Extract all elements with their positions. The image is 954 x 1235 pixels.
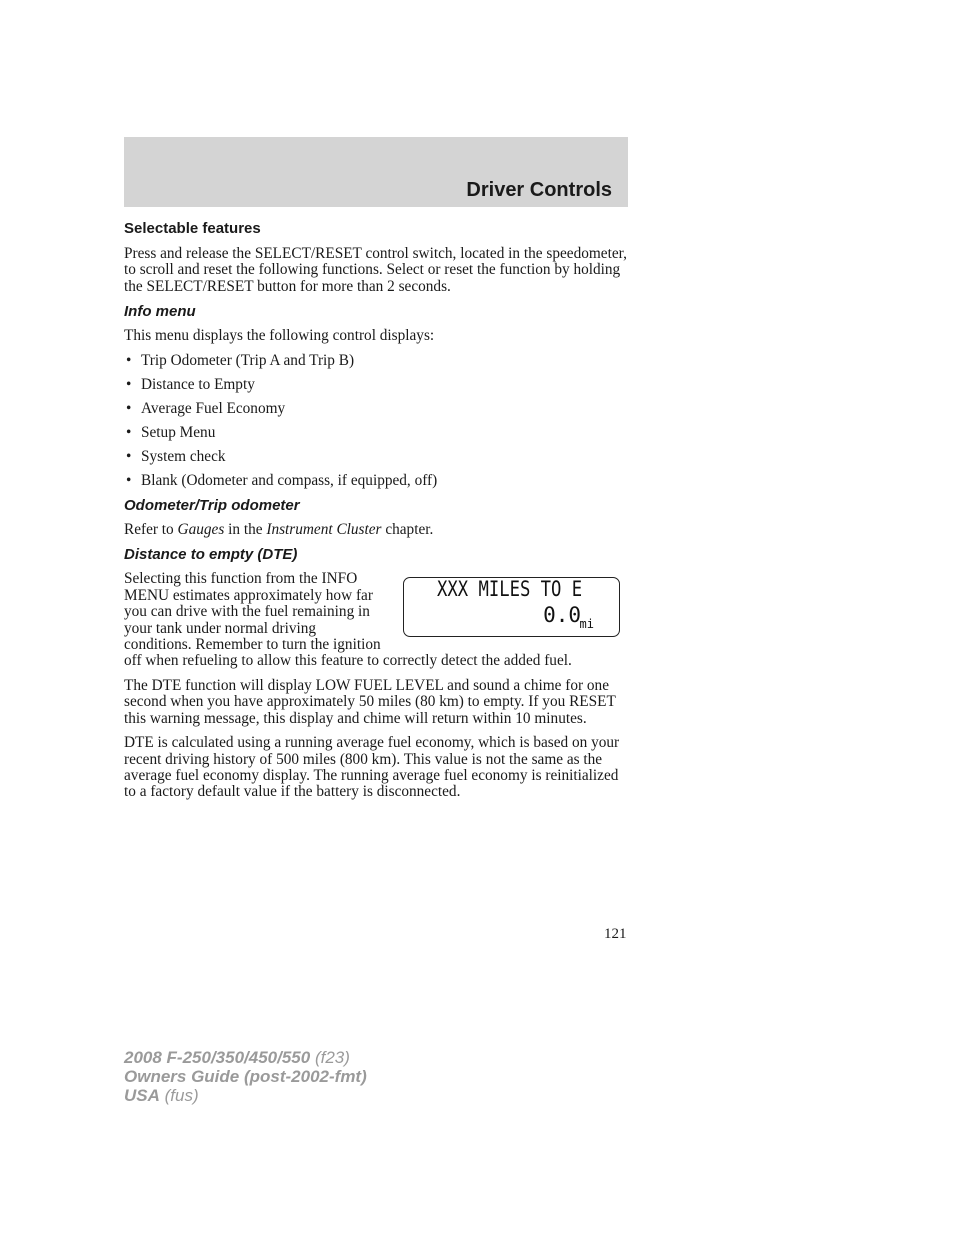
bullet-icon: • [126,375,132,393]
list-item: • Setup Menu [126,423,216,441]
odometer-text: Refer to Gauges in the Instrument Cluster chapter. [124,521,434,539]
footer-line-3: USA (fus) [124,1086,199,1105]
list-item: • Distance to Empty [126,375,255,393]
list-item: • Trip Odometer (Trip A and Trip B) [126,351,355,369]
dte-display-illustration [403,577,620,637]
header-bar [124,137,628,207]
footer [124,1048,367,1105]
info-menu-heading: Info menu [124,303,196,321]
page-number: 121 [604,926,627,942]
list-item: • System check [126,447,226,465]
selectable-features-heading: Selectable features [124,220,261,237]
odometer-heading: Odometer/Trip odometer [124,497,300,515]
info-menu-intro: This menu displays the following control displays: [124,327,435,345]
dte-paragraph-3: DTE is calculated using a running average fuel economy, which is based on your recent driving history of 500 miles (800 km). This value is not the same as the average fuel economy display. The running average fuel economy is reinitialized to a factory default value if the battery is disconnected. [124,734,620,801]
bullet-icon: • [126,423,132,441]
instrument-cluster-reference: Instrument Cluster [266,521,382,539]
list-item: • Average Fuel Economy [126,399,286,417]
chapter-title: Driver Controls [466,179,612,201]
list-item: • Blank (Odometer and compass, if equipped, off) [126,471,438,489]
dte-paragraph-1: Selecting this function from the INFO MENU estimates approximately how far you can drive with the fuel remaining in your tank under normal driving conditions. Remember to turn the ignition off when refueling to allow this feature to correctly detect the added fuel. [124,570,572,670]
display-value: 0.0 [543,603,581,628]
footer-line-2: Owners Guide (post-2002-fmt) [124,1067,367,1086]
footer-line-1: 2008 F-250/350/450/550 (f23) [124,1048,350,1067]
display-line-miles-to-empty: XXX MILES TO E [437,577,583,602]
display-unit: mi [579,617,594,632]
dte-heading: Distance to empty (DTE) [124,546,298,564]
page-content [124,220,628,809]
info-menu-list [124,353,628,489]
selectable-features-text: Press and release the SELECT/RESET control switch, located in the speedometer, to scroll and reset the following functions. Select or reset the function by holding the SELECT/RESET button for more than 2 seconds. [124,245,627,295]
gauges-reference: Gauges [177,521,225,539]
bullet-icon: • [126,471,132,489]
dte-section [124,571,628,669]
dte-paragraph-2: The DTE function will display LOW FUEL LEVEL and sound a chime for one second when you have approximately 50 miles (80 km) to empty. If you RESET this warning message, this display and chime will return within 10 minutes. [124,676,616,727]
bullet-icon: • [126,399,132,417]
bullet-icon: • [126,447,132,465]
bullet-icon: • [126,351,132,369]
